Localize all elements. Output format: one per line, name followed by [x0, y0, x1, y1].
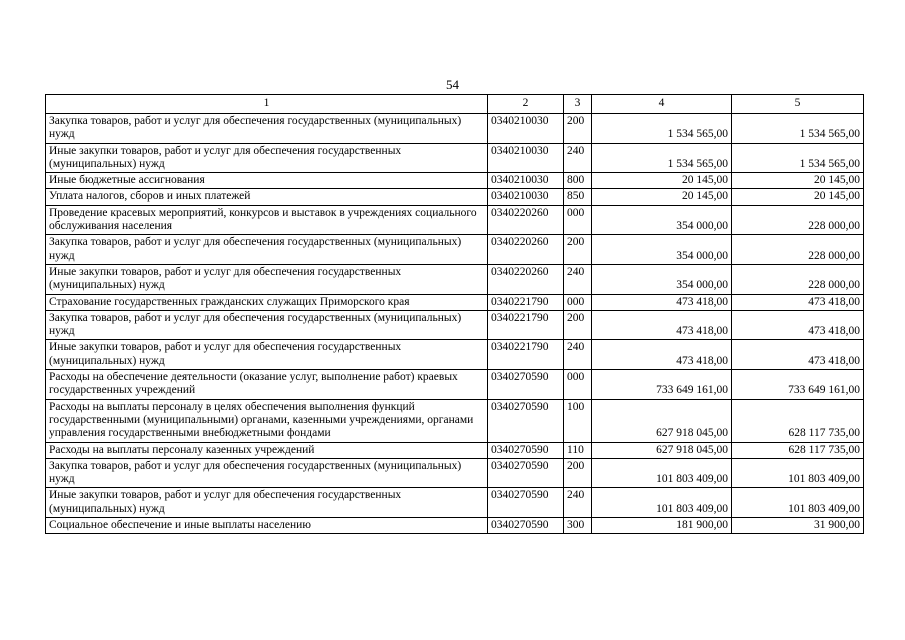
amount-year-1: 627 918 045,00: [592, 442, 732, 458]
amount-year-1: 354 000,00: [592, 264, 732, 294]
amount-year-2: 473 418,00: [732, 310, 864, 340]
expense-type-code: 000: [564, 370, 592, 400]
target-article-code: 0340210030: [488, 189, 564, 205]
header-row: [46, 95, 864, 114]
table-row: [46, 399, 864, 442]
target-article-code: 0340220260: [488, 235, 564, 265]
table-row: [46, 294, 864, 310]
item-name: Расходы на выплаты персоналу казенных учреждений: [46, 442, 488, 458]
table-body: [46, 114, 864, 534]
amount-year-1: 473 418,00: [592, 340, 732, 370]
amount-year-2: 228 000,00: [732, 205, 864, 235]
expense-type-code: 200: [564, 235, 592, 265]
item-name: Расходы на обеспечение деятельности (оказание услуг, выполнение работ) краевых государственных учреждений: [46, 370, 488, 400]
target-article-code: 0340220260: [488, 205, 564, 235]
amount-year-1: 101 803 409,00: [592, 488, 732, 518]
amount-year-1: 473 418,00: [592, 294, 732, 310]
item-name: Закупка товаров, работ и услуг для обеспечения государственных (муниципальных) нужд: [46, 310, 488, 340]
target-article-code: 0340210030: [488, 114, 564, 144]
table-row: [46, 205, 864, 235]
budget-table: [45, 94, 864, 534]
page-number: 54: [446, 77, 459, 92]
column-header: 2: [488, 95, 564, 114]
expense-type-code: 850: [564, 189, 592, 205]
item-name: Закупка товаров, работ и услуг для обеспечения государственных (муниципальных) нужд: [46, 235, 488, 265]
amount-year-1: 473 418,00: [592, 310, 732, 340]
item-name: Иные закупки товаров, работ и услуг для обеспечения государственных (муниципальных) нужд: [46, 488, 488, 518]
amount-year-2: 20 145,00: [732, 173, 864, 189]
amount-year-2: 228 000,00: [732, 264, 864, 294]
column-header: 1: [46, 95, 488, 114]
table-row: [46, 370, 864, 400]
expense-type-code: 240: [564, 488, 592, 518]
amount-year-1: 1 534 565,00: [592, 143, 732, 173]
expense-type-code: 300: [564, 518, 592, 534]
expense-type-code: 240: [564, 340, 592, 370]
item-name: Иные закупки товаров, работ и услуг для обеспечения государственных (муниципальных) нужд: [46, 264, 488, 294]
amount-year-1: 1 534 565,00: [592, 114, 732, 144]
target-article-code: 0340221790: [488, 340, 564, 370]
amount-year-2: 1 534 565,00: [732, 143, 864, 173]
amount-year-1: 20 145,00: [592, 173, 732, 189]
target-article-code: 0340270590: [488, 370, 564, 400]
table-row: [46, 442, 864, 458]
amount-year-2: 101 803 409,00: [732, 458, 864, 488]
table-row: [46, 143, 864, 173]
amount-year-1: 627 918 045,00: [592, 399, 732, 442]
amount-year-1: 733 649 161,00: [592, 370, 732, 400]
item-name: Закупка товаров, работ и услуг для обеспечения государственных (муниципальных) нужд: [46, 458, 488, 488]
amount-year-1: 20 145,00: [592, 189, 732, 205]
amount-year-1: 354 000,00: [592, 235, 732, 265]
target-article-code: 0340220260: [488, 264, 564, 294]
table-row: [46, 518, 864, 534]
item-name: Страхование государственных гражданских служащих Приморского края: [46, 294, 488, 310]
amount-year-1: 101 803 409,00: [592, 458, 732, 488]
target-article-code: 0340270590: [488, 518, 564, 534]
target-article-code: 0340221790: [488, 310, 564, 340]
target-article-code: 0340210030: [488, 143, 564, 173]
expense-type-code: 100: [564, 399, 592, 442]
amount-year-1: 181 900,00: [592, 518, 732, 534]
table-row: [46, 458, 864, 488]
amount-year-2: 628 117 735,00: [732, 399, 864, 442]
item-name: Расходы на выплаты персоналу в целях обеспечения выполнения функций государственными (муниципальными) органами, казенными учреждениями, органами управления государственными внебюджетными фондами: [46, 399, 488, 442]
item-name: Социальное обеспечение и иные выплаты населению: [46, 518, 488, 534]
expense-type-code: 200: [564, 114, 592, 144]
table-row: [46, 488, 864, 518]
amount-year-2: 31 900,00: [732, 518, 864, 534]
amount-year-2: 228 000,00: [732, 235, 864, 265]
expense-type-code: 240: [564, 264, 592, 294]
target-article-code: 0340270590: [488, 399, 564, 442]
amount-year-2: 473 418,00: [732, 340, 864, 370]
expense-type-code: 800: [564, 173, 592, 189]
table-row: [46, 264, 864, 294]
table-row: [46, 340, 864, 370]
expense-type-code: 110: [564, 442, 592, 458]
item-name: Закупка товаров, работ и услуг для обеспечения государственных (муниципальных) нужд: [46, 114, 488, 144]
table-row: [46, 173, 864, 189]
column-header: 5: [732, 95, 864, 114]
target-article-code: 0340210030: [488, 173, 564, 189]
item-name: Уплата налогов, сборов и иных платежей: [46, 189, 488, 205]
expense-type-code: 200: [564, 458, 592, 488]
expense-type-code: 000: [564, 205, 592, 235]
item-name: Иные закупки товаров, работ и услуг для обеспечения государственных (муниципальных) нужд: [46, 143, 488, 173]
target-article-code: 0340270590: [488, 458, 564, 488]
amount-year-2: 101 803 409,00: [732, 488, 864, 518]
column-header: 3: [564, 95, 592, 114]
table-row: [46, 235, 864, 265]
table-row: [46, 189, 864, 205]
target-article-code: 0340221790: [488, 294, 564, 310]
target-article-code: 0340270590: [488, 488, 564, 518]
item-name: Иные закупки товаров, работ и услуг для обеспечения государственных (муниципальных) нужд: [46, 340, 488, 370]
amount-year-2: 473 418,00: [732, 294, 864, 310]
target-article-code: 0340270590: [488, 442, 564, 458]
amount-year-2: 628 117 735,00: [732, 442, 864, 458]
item-name: Проведение красевых мероприятий, конкурсов и выставок в учреждениях социального обслуживания населения: [46, 205, 488, 235]
amount-year-1: 354 000,00: [592, 205, 732, 235]
amount-year-2: 20 145,00: [732, 189, 864, 205]
amount-year-2: 733 649 161,00: [732, 370, 864, 400]
expense-type-code: 200: [564, 310, 592, 340]
item-name: Иные бюджетные ассигнования: [46, 173, 488, 189]
table-row: [46, 114, 864, 144]
expense-type-code: 240: [564, 143, 592, 173]
expense-type-code: 000: [564, 294, 592, 310]
table-row: [46, 310, 864, 340]
amount-year-2: 1 534 565,00: [732, 114, 864, 144]
column-header: 4: [592, 95, 732, 114]
